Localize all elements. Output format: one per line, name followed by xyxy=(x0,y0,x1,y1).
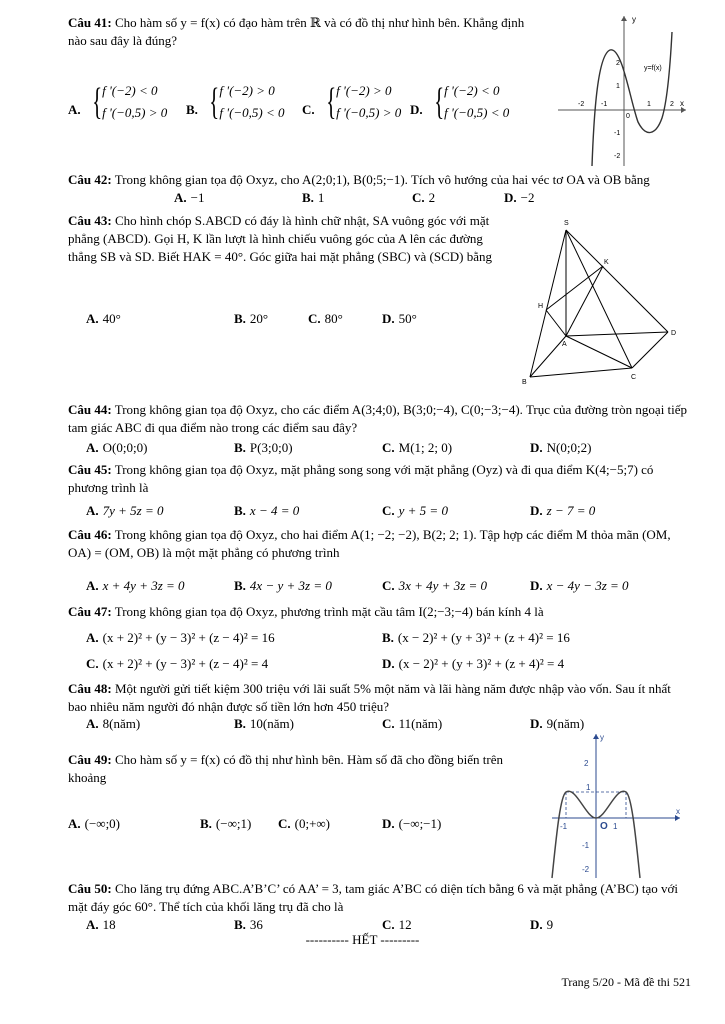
q47-option-d[interactable]: D. (x − 2)² + (y + 3)² + (z + 4)² = 4 xyxy=(382,656,565,671)
q48-option-a[interactable]: A. 8(năm) xyxy=(86,716,141,731)
label-H: H xyxy=(538,303,544,310)
q50-option-b[interactable]: B. 36 xyxy=(234,917,263,932)
q41-tick-x-neg2: -2 xyxy=(578,101,585,108)
edge-AC xyxy=(566,336,632,368)
label-A: A xyxy=(562,341,567,348)
q41-tick-x-2: 2 xyxy=(670,101,674,108)
q49-tick-y-neg2: -2 xyxy=(582,865,590,874)
q49-tick-y-neg1: -1 xyxy=(582,841,590,850)
q49-origin-label: O xyxy=(600,821,608,832)
q45-text: Câu 45: Trong không gian tọa độ Oxyz, mặt phẳng song song với mặt phẳng (Oyz) và đi qua điểm K(4;−5;7) có phương trình là xyxy=(68,462,654,495)
q46-text: Câu 46: Trong không gian tọa độ Oxyz, cho hai điểm A(1; −2; −2), B(2; 2; 1). Tập hợp các điểm M thỏa mãn (OM, OA) = (OM, OB) là một mặt phẳng có phương trình xyxy=(68,527,671,560)
q45-option-a[interactable]: A. 7y + 5z = 0 xyxy=(86,503,164,518)
q49-tick-x-neg1: -1 xyxy=(560,822,568,831)
q41-tick-x-1: 1 xyxy=(647,101,651,108)
q41-graph xyxy=(552,10,692,168)
q50-text: Câu 50: Cho lăng trụ đứng ABC.A’B’C’ có AA’ = 3, tam giác A’BC có diện tích bằng 6 và mặt phẳng (A’BC) tạo với mặt đáy góc 60°. Thể tích của khối lăng trụ đã cho là xyxy=(68,881,679,914)
q41-origin-label: 0 xyxy=(626,113,630,120)
q45-option-d[interactable]: D. z − 7 = 0 xyxy=(530,503,596,518)
label-C: C xyxy=(631,374,637,381)
q43-pyramid-figure xyxy=(510,212,690,390)
q44-option-d[interactable]: D. N(0;0;2) xyxy=(530,440,592,455)
q45-option-b[interactable]: B. x − 4 = 0 xyxy=(234,503,300,518)
q49-graph xyxy=(548,730,686,880)
q41-curve xyxy=(592,32,672,166)
edge-CD xyxy=(632,332,668,368)
q47-option-c[interactable]: C. (x + 2)² + (y − 3)² + (z − 4)² = 4 xyxy=(86,656,269,671)
q41-tick-y-1: 1 xyxy=(616,83,620,90)
label-B: B xyxy=(522,379,527,386)
q41-tick-y-neg2: -2 xyxy=(614,153,621,160)
label-K: K xyxy=(604,259,609,266)
q49-tick-y-2: 2 xyxy=(584,759,589,768)
q47-option-b[interactable]: B. (x − 2)² + (y + 3)² + (z + 4)² = 16 xyxy=(382,630,570,645)
q41-option-c[interactable]: C. { f '(−2) > 0 f '(−0,5) > 0 xyxy=(302,81,402,123)
q41-tick-x-neg1: -1 xyxy=(601,101,608,108)
edge-AK xyxy=(566,266,603,336)
q45-option-c[interactable]: C. y + 5 = 0 xyxy=(382,503,448,518)
q43-option-c[interactable]: C. 80° xyxy=(308,311,343,326)
q48-option-c[interactable]: C. 11(năm) xyxy=(382,716,443,731)
edge-BC xyxy=(530,368,632,377)
edge-SD xyxy=(566,230,668,332)
q46-option-a[interactable]: A. x + 4y + 3z = 0 xyxy=(86,578,185,593)
q44-text: Câu 44: Trong không gian tọa độ Oxyz, cho các điểm A(3;4;0), B(3;0;−4), C(0;−3;−4). Trục của đường tròn ngoại tiếp tam giác ABC đi qua điểm nào trong các điểm sau đây? xyxy=(68,402,688,435)
q47-text: Câu 47: Trong không gian tọa độ Oxyz, phương trình mặt cầu tâm I(2;−3;−4) bán kính 4 là xyxy=(68,604,544,619)
q43-text: Câu 43: Cho hình chóp S.ABCD có đáy là hình chữ nhật, SA vuông góc với mặt phẳng (ABCD). Gọi H, K lần lượt là hình chiếu vuông góc của A lên các đường thẳng SB và SD. Biết HAK = 40°. Góc giữa hai mặt phẳng (SBC) và (SCD) bằng xyxy=(68,213,492,264)
q41-tick-y-neg1: -1 xyxy=(614,130,621,137)
edge-AH xyxy=(546,310,566,336)
q41-curve-label: y=f(x) xyxy=(644,65,662,72)
q42-option-b[interactable]: B. 1 xyxy=(302,190,325,205)
q49-tick-y-1: 1 xyxy=(586,783,591,792)
q49-option-b[interactable]: B. (−∞;1) xyxy=(200,816,252,831)
q41-y-axis-label: y xyxy=(632,15,636,24)
q41-text: Câu 41: Cho hàm số y = f(x) có đạo hàm trên ℝ và có đồ thị như hình bên. Khẳng định nào sau đây là đúng? xyxy=(68,15,525,48)
edge-AD xyxy=(566,332,668,336)
q43-option-b[interactable]: B. 20° xyxy=(234,311,269,326)
edge-SC xyxy=(566,230,632,368)
q43-option-a[interactable]: A. 40° xyxy=(86,311,121,326)
q46-option-d[interactable]: D. x − 4y − 3z = 0 xyxy=(530,578,629,593)
q49-option-a[interactable]: A. (−∞;0) xyxy=(68,816,121,831)
q48-option-d[interactable]: D. 9(năm) xyxy=(530,716,585,731)
q41-option-a[interactable]: A. { f '(−2) < 0 f '(−0,5) > 0 xyxy=(68,81,168,123)
end-marker: ---------- HẾT --------- xyxy=(305,932,420,947)
edge-SB xyxy=(530,230,566,377)
q43-option-d[interactable]: D. 50° xyxy=(382,311,417,326)
q49-option-d[interactable]: D. (−∞;−1) xyxy=(382,816,442,831)
q49-option-c[interactable]: C. (0;+∞) xyxy=(278,816,331,831)
q46-option-b[interactable]: B. 4x − y + 3z = 0 xyxy=(234,578,332,593)
q41-x-axis-label: x xyxy=(680,99,684,108)
q48-text: Câu 48: Một người gửi tiết kiệm 300 triệu với lãi suất 5% một năm và lãi hàng năm được nhập vào vốn. Sau ít nhất bao nhiêu năm người đó nhận được số tiền lớn hơn 450 triệu? xyxy=(68,681,671,714)
q42-option-a[interactable]: A. −1 xyxy=(174,190,205,205)
label-D: D xyxy=(671,330,677,337)
q41-option-b[interactable]: B. { f '(−2) > 0 f '(−0,5) < 0 xyxy=(186,81,285,123)
q49-y-axis-label: y xyxy=(600,733,604,742)
q47-option-a[interactable]: A. (x + 2)² + (y − 3)² + (z − 4)² = 16 xyxy=(86,630,275,645)
q49-tick-x-1: 1 xyxy=(613,822,618,831)
q42-option-d[interactable]: D. −2 xyxy=(504,190,535,205)
q49-x-axis-label: x xyxy=(676,807,680,816)
q44-option-c[interactable]: C. M(1; 2; 0) xyxy=(382,440,453,455)
q44-option-b[interactable]: B. P(3;0;0) xyxy=(234,440,293,455)
q50-option-a[interactable]: A. 18 xyxy=(86,917,116,932)
edge-HK xyxy=(546,266,603,310)
q41-option-d[interactable]: D. { f '(−2) < 0 f '(−0,5) < 0 xyxy=(410,81,510,123)
q50-option-c[interactable]: C. 12 xyxy=(382,917,412,932)
q44-option-a[interactable]: A. O(0;0;0) xyxy=(86,440,148,455)
q46-option-c[interactable]: C. 3x + 4y + 3z = 0 xyxy=(382,578,488,593)
q42-option-c[interactable]: C. 2 xyxy=(412,190,436,205)
q41-tick-y-2: 2 xyxy=(616,60,620,67)
q50-option-d[interactable]: D. 9 xyxy=(530,917,554,932)
q49-text: Câu 49: Cho hàm số y = f(x) có đồ thị như hình bên. Hàm số đã cho đồng biến trên khoảng xyxy=(68,752,504,785)
q48-option-b[interactable]: B. 10(năm) xyxy=(234,716,294,731)
page-footer: Trang 5/20 - Mã đề thi 521 xyxy=(561,975,691,989)
q42-text: Câu 42: Trong không gian tọa độ Oxyz, cho A(2;0;1), B(0;5;−1). Tích vô hướng của hai véc tơ OA và OB bằng xyxy=(68,172,650,187)
label-S: S xyxy=(564,220,569,227)
